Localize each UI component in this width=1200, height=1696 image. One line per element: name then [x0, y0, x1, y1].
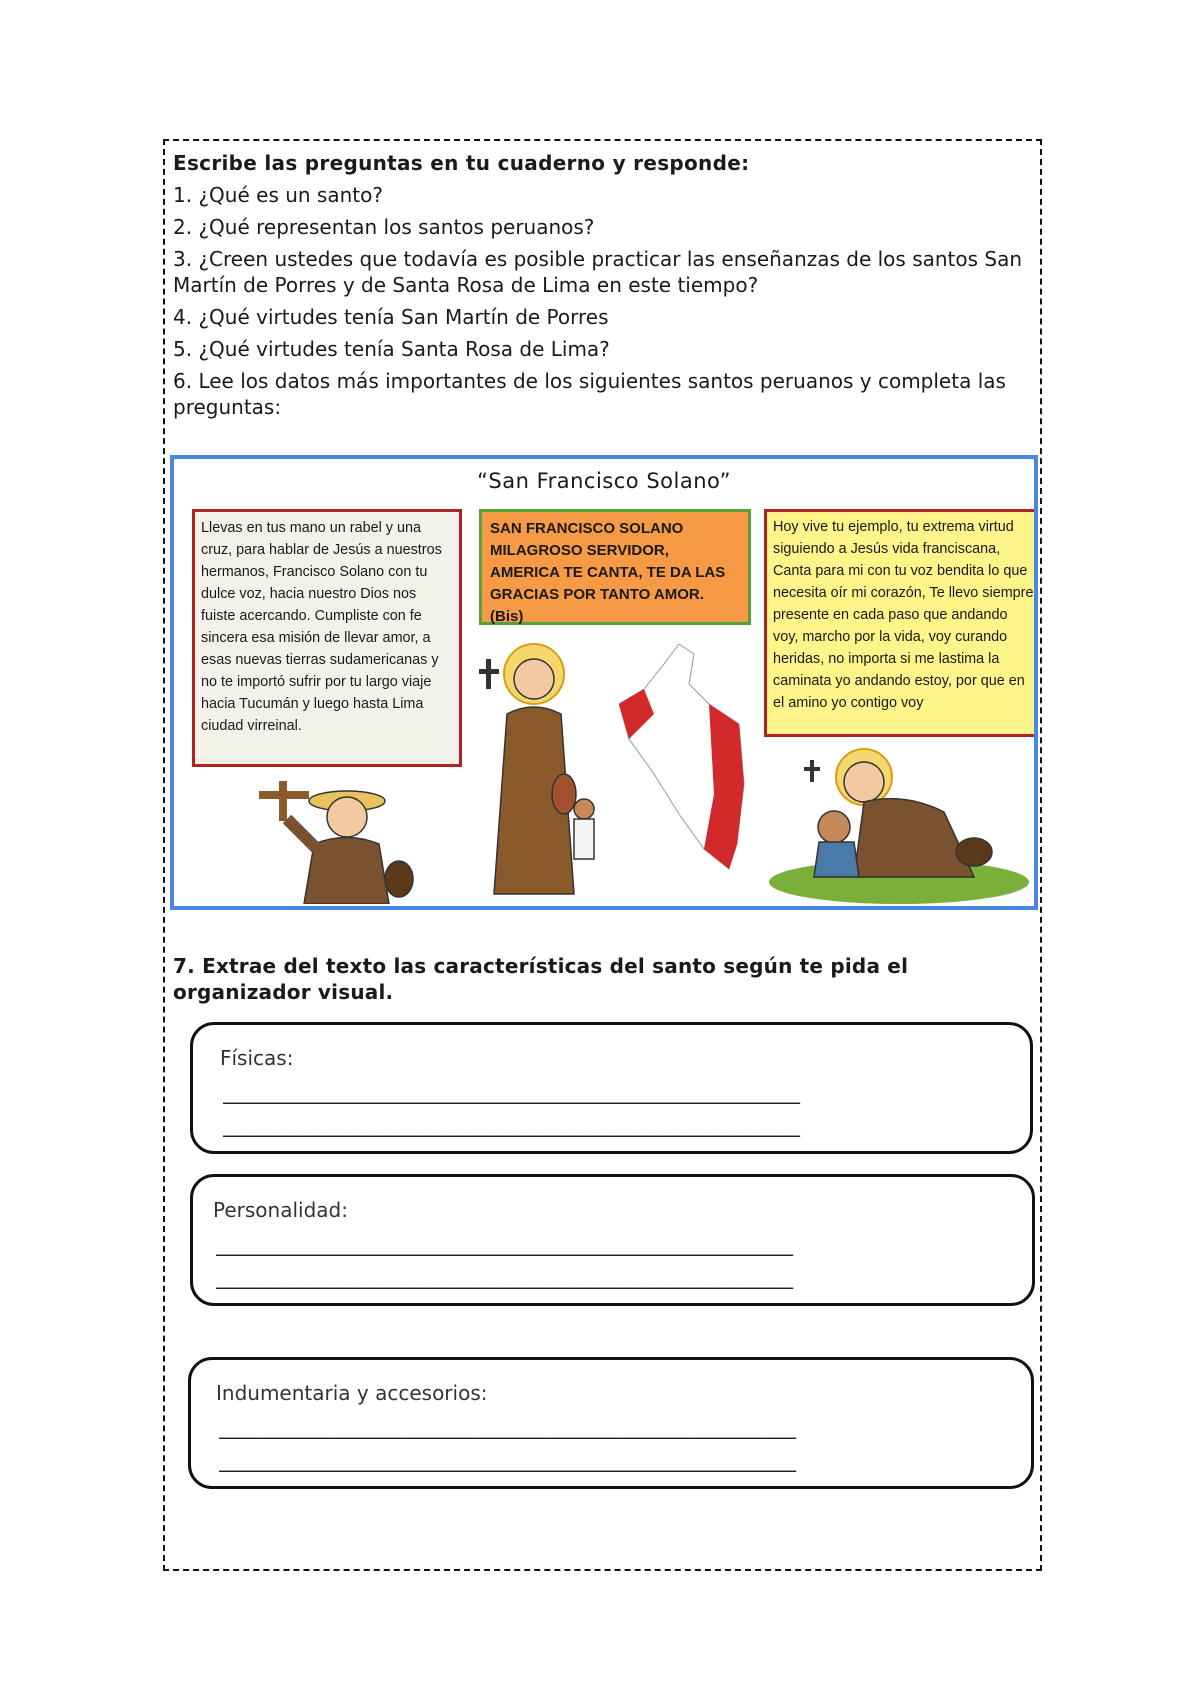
answer-line[interactable]: ________________________________________________________________: [219, 1415, 795, 1439]
answer-line[interactable]: ________________________________________________________________: [223, 1080, 799, 1104]
friar-with-cross-illustration: [229, 779, 429, 904]
friar-with-kneeling-child-illustration: [764, 742, 1034, 907]
question-1: 1. ¿Qué es un santo?: [173, 183, 383, 207]
question-3: 3. ¿Creen ustedes que todavía es posible practicar las enseñanzas de los santos San Martín de Porres y de Santa Rosa de Lima en este tiempo?: [173, 247, 1023, 297]
indumentaria-label: Indumentaria y accesorios:: [216, 1381, 488, 1405]
saint-banner: [170, 455, 1038, 910]
hymn-verse-right: Hoy vive tu ejemplo, tu extrema virtud siguiendo a Jesús vida franciscana, Canta para mi con tu voz bendita lo que necesita oír mi corazón, Te llevo siempre presente en cada paso que andando voy, marcho por la vida, voy curando heridas, no importa si me lastima la caminata yo andando estoy, por que en el amino yo contigo voy: [764, 509, 1038, 737]
instructions-heading: Escribe las preguntas en tu cuaderno y responde:: [173, 151, 750, 175]
organizer-personalidad: [190, 1174, 1035, 1306]
peru-map-icon: [619, 644, 749, 874]
question-2: 2. ¿Qué representan los santos peruanos?: [173, 215, 595, 239]
hymn-chorus: SAN FRANCISCO SOLANO MILAGROSO SERVIDOR, AMERICA TE CANTA, TE DA LAS GRACIAS POR TANTO AMOR. (Bis): [479, 509, 751, 625]
question-5: 5. ¿Qué virtudes tenía Santa Rosa de Lima?: [173, 337, 610, 361]
answer-line[interactable]: ________________________________________________________________: [216, 1232, 792, 1256]
answer-line[interactable]: ________________________________________________________________: [219, 1448, 795, 1472]
personalidad-label: Personalidad:: [213, 1198, 348, 1222]
instructions: [173, 150, 1033, 426]
organizer-fisicas: [190, 1022, 1033, 1154]
question-4: 4. ¿Qué virtudes tenía San Martín de Porres: [173, 305, 609, 329]
banner-title: “San Francisco Solano”: [477, 469, 731, 493]
question-7: 7. Extrae del texto las características del santo según te pida el organizador visual.: [173, 954, 909, 1004]
saint-with-child-illustration: [469, 634, 619, 904]
hymn-verse-left: Llevas en tus mano un rabel y una cruz, para hablar de Jesús a nuestros hermanos, Francisco Solano con tu dulce voz, hacia nuestro Dios nos fuiste acercando. Cumpliste con fe sincera esa misión de llevar amor, a esas nuevas tierras sudamericanas y no te importó sufrir por tu largo viaje hacia Tucumán y luego hasta Lima ciudad virreinal.: [192, 509, 462, 767]
answer-line[interactable]: ________________________________________________________________: [216, 1265, 792, 1289]
fisicas-label: Físicas:: [220, 1046, 294, 1070]
organizer-indumentaria: [188, 1357, 1034, 1489]
question-6: 6. Lee los datos más importantes de los siguientes santos peruanos y completa las preguntas:: [173, 369, 1006, 419]
answer-line[interactable]: ________________________________________________________________: [223, 1113, 799, 1137]
